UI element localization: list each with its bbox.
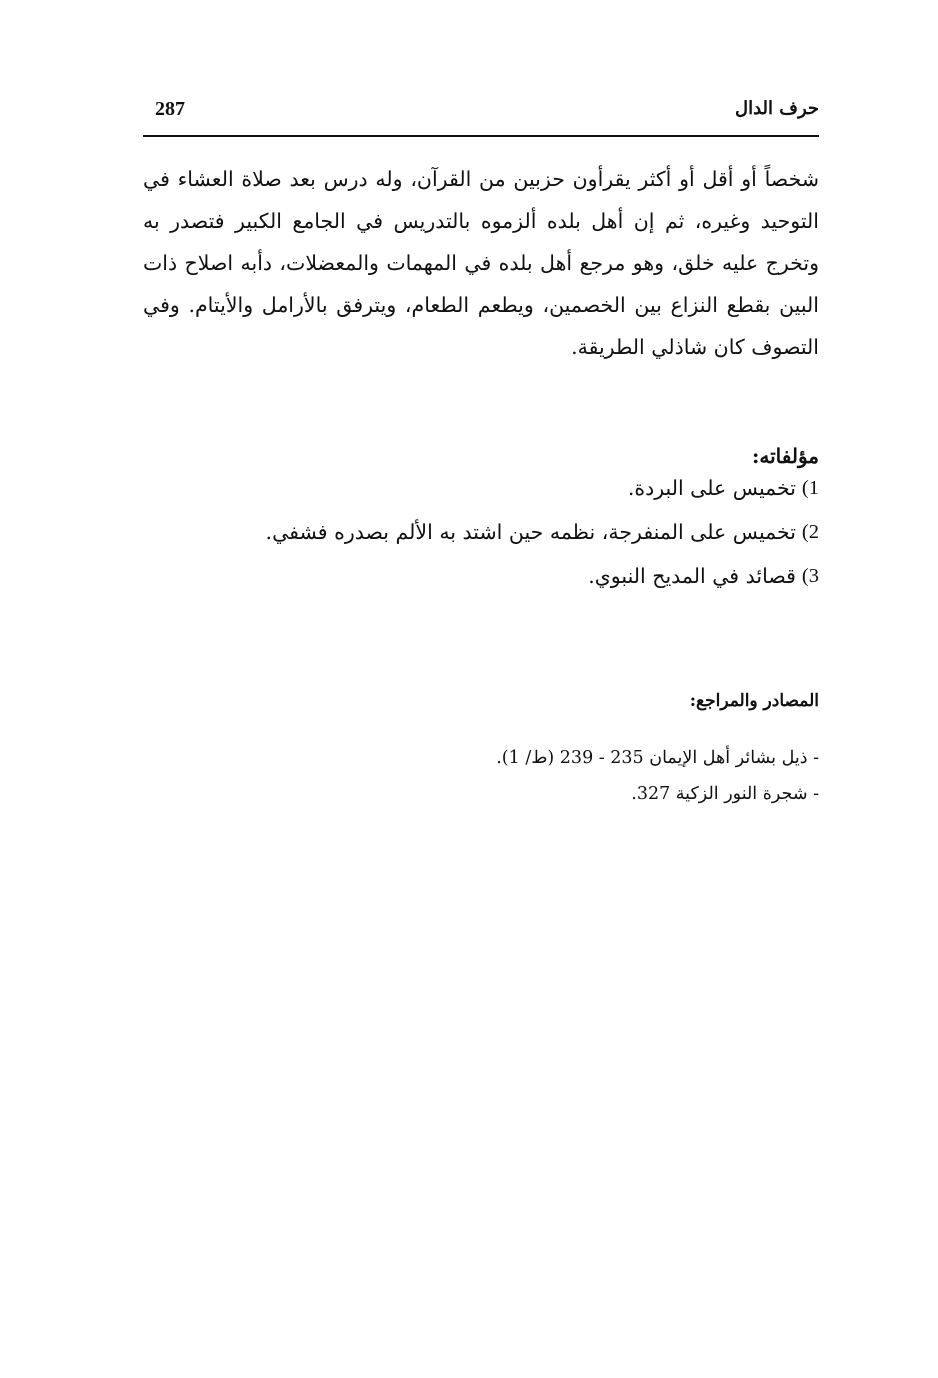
header-rule [143,135,819,137]
source-item: - ذيل بشائر أهل الإيمان 235 - 239 (ط/ 1). [496,748,819,768]
source-item: - شجرة النور الزكية 327. [631,784,819,804]
sources-list [143,740,819,812]
running-head: حرف الدال [735,98,819,119]
body-paragraph: شخصاً أو أقل أو أكثر يقرأون حزبين من القرآن، وله درس بعد صلاة العشاء في التوحيد وغيره، ثم إن أهل بلده ألزموه بالتدريس في الجامع الكبير فتصدر به وتخرج عليه خلق، وهو مرجع أهل بلده في المهمات والمعضلات، دأبه اصلاح ذات البين بقطع النزاع بين الخصمين، ويطعم الطعام، ويترفق بالأرامل والأيتام. وفي التصوف كان شاذلي الطريقة. [143,167,819,359]
works-heading: مؤلفاته: [751,444,819,468]
list-item [143,466,819,510]
item-number: 3) [801,565,819,587]
item-text: تخميس على البردة. [627,476,796,500]
item-text: قصائد في المديح النبوي. [588,564,796,588]
works-list [143,466,819,598]
item-text: تخميس على المنفرجة، نظمه حين اشتد به الألم بصدره فشفي. [265,520,796,544]
list-item [143,554,819,598]
item-number: 2) [801,521,819,543]
item-number: 1) [801,477,819,499]
page-number: 287 [155,98,185,120]
sources-heading: المصادر والمراجع: [689,691,819,711]
list-item [143,510,819,554]
page-header [143,98,819,132]
